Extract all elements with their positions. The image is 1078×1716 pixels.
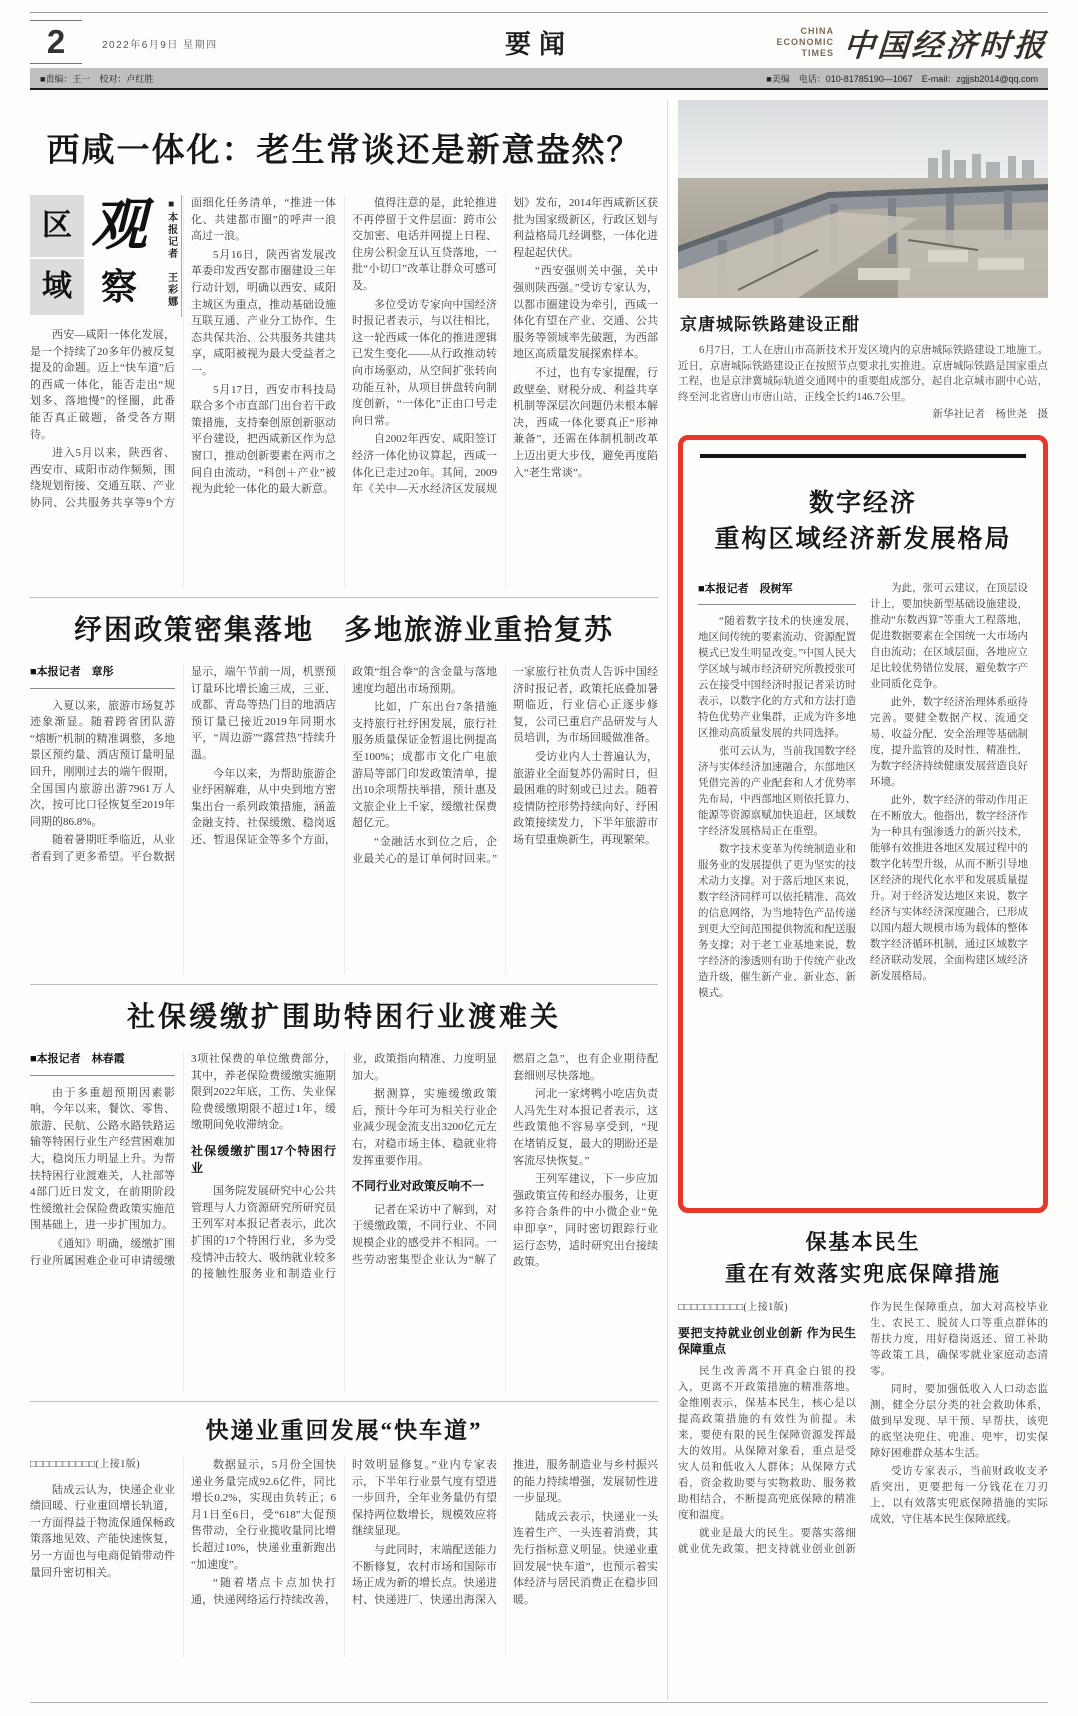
brand [777, 20, 1049, 65]
paragraph: 张可云认为，当前我国数字经济与实体经济加速融合，东部地区凭借完善的产业配套和人才优势率先布局，中西部地区则依托算力、能源等资源禀赋加快追赶，区域数字经济发展格局正在重塑。 [698, 745, 856, 837]
headline-line: 重构区域经济新发展格局 [714, 526, 1012, 554]
paragraph: “随着堵点卡点加快打通，快递网络运行持续改善，时效明显修复。”业内专家表示，下半年行业景气度有望进一步回升，全年业务量仍有望保持两位数增长，规模效应将继续显现。 [191, 1459, 497, 1606]
headline-line: 保基本民生 [805, 1230, 921, 1254]
issue-date: 2022年6月9日 星期四 [102, 40, 218, 51]
paragraph: 值得注意的是，此轮推进不再停留于文件层面：跨市公交加密、电话并网提上日程、住房公积金互认互贷落地，一批“小切口”改革让群众可感可及。 [352, 197, 497, 292]
headline-line: 重在有效落实兜底保障措施 [725, 1261, 1001, 1286]
digital-economy-body [698, 581, 1028, 1187]
paragraph: 陆成云表示，快递业一头连着生产、一头连着消费，其先行指标意义明显。快递业重回发展“快车道”，也预示着实体经济与居民消费正在稳步回暖。 [513, 1510, 658, 1606]
section-title: 要闻 [504, 30, 574, 59]
brand-english [777, 26, 835, 60]
paragraph: 由于多重超预期因素影响，今年以来，餐饮、零售、旅游、民航、公路水路铁路运输等特困行业生产经营困难加大，稳岗压力明显上升。为帮扶特困行业渡难关，人社部等4部门近日发文，在前期阶段性缓缴社会保险费政策实施范围基础上，进一步扩围加力。 [30, 1086, 175, 1232]
badge-grid [30, 195, 152, 317]
paragraph: “西安强则关中强，关中强则陕西强。”受访专家认为，以都市圈建设为牵引，西咸一体化有望在产业、交通、公共服务等领域率先破题，为西部地区高质量发展探索样本。 [513, 265, 658, 361]
article-separator [30, 984, 658, 985]
paragraph: 陆成云认为，快递企业业绩回暖、行业重回增长轨道，一方面得益于物流保通保畅政策落地见效、产能快速恢复，另一方面也与电商促销带动件量回升密切相关。 [30, 1483, 175, 1579]
reporter-byline-vertical: ■本报记者 王彩娜 [160, 195, 182, 317]
paragraph: 自2002年西安、咸阳签订经济一体化协议算起，西咸一体化已走过20年。其间，2009年《关中—天水经济区发展规划》发布，2014年西咸新区获批为国家级新区，行政区划与利益格局几经调整，一体化进程起起伏伏。 [352, 197, 658, 496]
paragraph: “随着数字技术的快速发展，地区间传统的要素流动、资源配置模式已发生明显改变。”中国人民大学区域与城市经济研究所教授张可云在接受中国经济时报记者采访时表示，以数字化的方式和方法打造特色优势产业集群，正成为许多地区推动高质量发展的共同选择。 [698, 615, 856, 739]
column-divider [667, 100, 668, 1700]
paragraph: 数据显示，5月份全国快递业务量完成92.6亿件，同比增长0.2%，实现由负转正；6月1日至6日，受“618”大促预售带动，全行业揽收量同比增长超过10%，快递业重新跑出“加速度”。 [191, 1459, 336, 1571]
photo-story-title: 京唐城际铁路建设正酣 [680, 315, 860, 334]
article-tourism-headline: 纾困政策密集落地 多地旅游业重拾复苏 [73, 615, 614, 646]
paragraph: 不过，也有专家提醒，行政壁垒、财税分成、利益共享机制等深层次问题仍未根本解决，西咸一体化要真正“形神兼备”，还需在体制机制改革上迈出更大步伐，避免再度陷入“老生常谈”。 [513, 366, 658, 479]
headline-rule [700, 454, 1026, 458]
newspaper-logo: 中国经济时报 [842, 28, 1050, 63]
highlighted-article-digital-economy [678, 435, 1048, 1213]
paragraph: 此外，数字经济的带动作用正在不断放大。他指出，数字经济作为一种具有强渗透力的新兴技术，能够有效推进各地区发展过程中的数字化转型升级，从而不断引导地区经济的现代化水平和发展质量提升。对于经济发达地区来说，数字经济与实体经济深度融合，已形成以国内超大规模市场为载体的整体数字经济循环机制，通过区域数字经济联动发展，全面构建区域经济新发展格局。 [870, 794, 1028, 982]
paragraph: 民生改善离不开真金白银的投入，更离不开政策措施的精准落地。金维刚表示，保基本民生，核心是以提高政策措施的有效性为前提。未来，要使有限的民生保障资源发挥最大的效用。从保障对象看，重点是受灾人员和低收入人群体；从保障方式看，资金救助要与实物救助、服务救助相结合，不断提高兜底保障的精准度和温度。 [678, 1366, 856, 1521]
badge-char: 区 [30, 195, 84, 257]
article-express-headline: 快递业重回发展“快车道” [205, 1418, 483, 1443]
paragraph: 河北一家烤鸭小吃店负责人冯先生对本报记者表示，这些政策他不容易享受到，“现在堵销反复，最大的期盼还是客流尽快恢复。” [513, 1088, 658, 1167]
top-hairline [30, 12, 1048, 13]
column-badge [30, 195, 175, 317]
paragraph: 记者在采访中了解到，对于缓缴政策，不同行业、不同规模企业的感受并不相同。一些劳动密集型企业认为“解了燃眉之急”，也有企业期待配套细则尽快落地。 [352, 1053, 658, 1266]
article-minsheng-body [678, 1300, 1048, 1716]
paragraph: 入夏以来，旅游市场复苏迹象渐显。随着跨省团队游“熔断”机制的精准调整，多地景区预约量、酒店预订量明显回升，刚刚过去的端午假期，全国国内旅游出游7961万人次，按可比口径恢复至2019年同期的86.8%。 [30, 699, 175, 828]
paragraph: 西安—咸阳一体化发展，是一个持续了20多年仍被反复提及的命题。迈上“快车道”后的西咸一体化，能否走出“规划多、落地慢”的怪圈，此番能否真正破题，备受各方期待。 [30, 329, 175, 441]
info-bar [30, 68, 1048, 90]
paragraph: 随着暑期旺季临近，从业者看到了更多希望。平台数据显示，端午节前一周，机票预订量环比增长逾三成，三亚、成都、青岛等热门目的地酒店预订量已接近2019年同期水平，“周边游”“露营热”持续升温。 [30, 666, 336, 863]
article-express [30, 1412, 658, 1657]
continued-from-marker: □□□□□□□□□□(上接1版) [678, 1302, 789, 1313]
article-separator [30, 597, 658, 598]
reporter-byline: ■本报记者 段树军 [698, 581, 856, 605]
info-bar-right: ■美编 电话：010-81785190—1067 E-mail：zgjjsb2014@qq.com [766, 73, 1038, 84]
paragraph: 据测算，实施缓缴政策后，预计今年可为相关行业企业减少现金流支出3200亿元左右，对稳市场主体、稳就业将发挥重要作用。 [352, 1088, 497, 1167]
paragraph: 5月16日，陕西省发展改革委印发西安都市圈建设三年行动计划，明确以西安、咸阳主城区为重点，推动基础设施互联互通、产业分工协作、生态共保共治、公共服务共建共享，咸阳被视为最大受益者之一。 [191, 248, 336, 377]
paragraph: 王列军建议，下一步应加强政策宣传和经办服务，让更多符合条件的中小微企业“免申即享”，同时密切跟踪行业运行态势，适时研究出台接续政策。 [513, 1173, 658, 1269]
paragraph: 受访业内人士普遍认为，旅游业全面复苏仍需时日，但最困难的时刻或已过去。随着疫情防控形势持续向好、纾困政策接续发力，下半年旅游市场有望重焕新生，再现繁荣。 [513, 750, 658, 846]
article-separator [30, 1401, 658, 1402]
article-minsheng-headline [678, 1227, 1048, 1290]
news-photo [678, 100, 1048, 298]
continued-from-marker: □□□□□□□□□□(上接1版) [30, 1459, 141, 1470]
sub-headline: 社保缓缴扩围17个特困行业 [191, 1143, 336, 1175]
article-minsheng [678, 1227, 1048, 1716]
brand-en-line: ECONOMIC [776, 36, 834, 47]
article-xixian [30, 124, 658, 587]
masthead [30, 20, 1048, 64]
photo-caption: 6月7日，工人在唐山市高新技术开发区境内的京唐城际铁路建设工地施工。近日，京唐城际铁路建设正在按照节点要求扎实推进。京唐城际铁路是国家重点工程，也是京津冀城际轨道交通网中的重要组成部分，起自北京城市副中心站，终至河北省唐山市唐山站，正线全长约146.7公里。 [678, 345, 1048, 403]
article-express-body [30, 1457, 658, 1657]
brand-en-line: CHINA [800, 25, 834, 36]
right-region [678, 100, 1048, 1716]
paragraph: 为此，张可云建议，在顶层设计上，要加快新型基础设施建设，推动“东数西算”等重大工程落地，促进数据要素在全国统一大市场内自由流动；在区域层面，各地应立足比较优势错位发展，避免数字产业同质化竞争。 [870, 582, 1028, 690]
info-bar-left: ■责编：王一 校对：卢红胜 [40, 73, 154, 84]
paragraph: 国务院发展研究中心公共管理与人力资源研究所研究员王列军对本报记者表示，此次扩围的17个特困行业，多为受疫情冲击较大、吸纳就业较多的接触性服务业和制造业行业，政策指向精准、力度明显加大。 [191, 1053, 497, 1281]
page-number: 2 [30, 20, 82, 64]
article-tourism [30, 608, 658, 974]
left-region [30, 100, 658, 1657]
railway-construction-photo [678, 100, 1048, 298]
brand-en-line: TIMES [801, 48, 834, 59]
digital-economy-headline [698, 486, 1028, 559]
paragraph: 5月17日，西安市科技局联合多个市直部门出台若干政策措施，支持秦创原创新驱动平台建设，把西咸新区作为总窗口，推动创新要素在两市之间自由流动，“科创＋产业”被视为此轮一体化的最大新意。 [191, 383, 336, 496]
badge-char: 域 [30, 259, 84, 315]
article-xixian-headline: 西咸一体化：老生常谈还是新意盎然？ [46, 133, 642, 169]
article-shebao-headline: 社保缓缴扩围助特困行业渡难关 [126, 1002, 561, 1033]
badge-char: 观 [91, 195, 147, 257]
paragraph: “金融活水到位之后，企业最关心的是订单何时回来。”一家旅行社负责人告诉中国经济时报记者，政策托底叠加暑期临近，行业信心正逐步修复，公司已重启产品研发与人员培训，为市场回暖做准备。 [352, 666, 658, 865]
paragraph: 今年以来，为帮助旅游企业纾困解难，从中央到地方密集出台一系列政策措施，涵盖金融支持、社保缓缴、稳岗返还、暂退保证金等多个方面，政策“组合拳”的含金量与落地速度均超出市场预期。 [191, 666, 497, 846]
paragraph: 《通知》明确，缓缴扩围行业所属困难企业可申请缓缴3项社保费的单位缴费部分，其中，养老保险费缓缴实施期限到2022年底，工伤、失业保险费缓缴期限不超过1年，缓缴期间免收滞纳金。 [30, 1053, 336, 1267]
paragraph: 进入5月以来，陕西省、西安市、咸阳市动作频频，围绕规划衔接、交通互联、产业协同、公共服务共享等9个方面细化任务清单，“推进一体化、共建都市圈”的呼声一浪高过一浪。 [30, 197, 336, 509]
reporter-byline: ■本报记者 章彤 [30, 664, 175, 689]
article-xixian-body [30, 195, 658, 587]
sub-headline: 不同行业对政策反响不一 [352, 1179, 485, 1194]
article-tourism-body [30, 664, 658, 974]
paragraph: 与此同时，末端配送能力不断修复，农村市场和国际市场正成为新的增长点。快递进村、快递进厂、快递出海深入推进，服务制造业与乡村振兴的能力持续增强，发展韧性进一步显现。 [352, 1459, 658, 1606]
paragraph: 就业是最大的民生。要落实落细就业优先政策，把支持就业创业创新作为民生保障重点，加大对高校毕业生、农民工、脱贫人口等重点群体的帮扶力度，用好稳岗返还、留工补助等政策工具，确保零就业家庭动态清零。 [678, 1302, 1048, 1555]
paragraph: 数字技术变革为传统制造业和服务业的发展提供了更为坚实的技术动力支撑。对于落后地区来说，数字经济同样可以依托精准、高效的信息网络，为当地特色产品传递到更大空间范围提供物流和配送服务支撑；对于老工业基地来说，数字经济的渗透则有助于传统产业改造升级，催生新产业、新业态、新模式。 [698, 843, 856, 999]
reporter-byline: ■本报记者 林春霞 [30, 1051, 175, 1076]
badge-char: 察 [100, 266, 137, 307]
sub-headline: 要把支持就业创业创新 作为民生保障重点 [678, 1326, 856, 1356]
paragraph: 比如，广东出台7条措施支持旅行社纾困发展，旅行社服务质量保证金暂退比例提高至100%；成都市文化广电旅游局等部门印发政策清单，提出10余项帮扶举措，预计惠及文旅企业上千家，缓缴社保费超亿元。 [352, 701, 497, 830]
headline-line: 数字经济 [808, 490, 917, 517]
photo-credit: 新华社记者 杨世尧 摄 [932, 409, 1048, 420]
paragraph: 多位受访专家向中国经济时报记者表示，与以往相比，这一轮西咸一体化的推进逻辑已发生变化——从行政推动转向市场驱动，从空间扩张转向功能互补，从项目拼盘转向制度创新，“一体化”正由口号走向日常。 [352, 298, 497, 427]
article-shebao-body [30, 1051, 658, 1391]
paragraph: 受访专家表示，当前财政收支矛盾突出，更要把每一分钱花在刀刃上，以有效落实兜底保障措施的实际成效，守住基本民生保障底线。 [870, 1466, 1048, 1525]
article-shebao [30, 995, 658, 1391]
paragraph: 同时，要加强低收入人口动态监测，健全分层分类的社会救助体系，做到早发现、早干预、早帮扶，该兜的底坚决兜住、兜准、兜牢，切实保障好困难群众基本生活。 [870, 1384, 1048, 1459]
paragraph: 此外，数字经济治理体系亟待完善。要健全数据产权、流通交易、收益分配、安全治理等基础制度，提升监管的及时性、精准性，为数字经济持续健康发展营造良好环境。 [870, 696, 1028, 788]
